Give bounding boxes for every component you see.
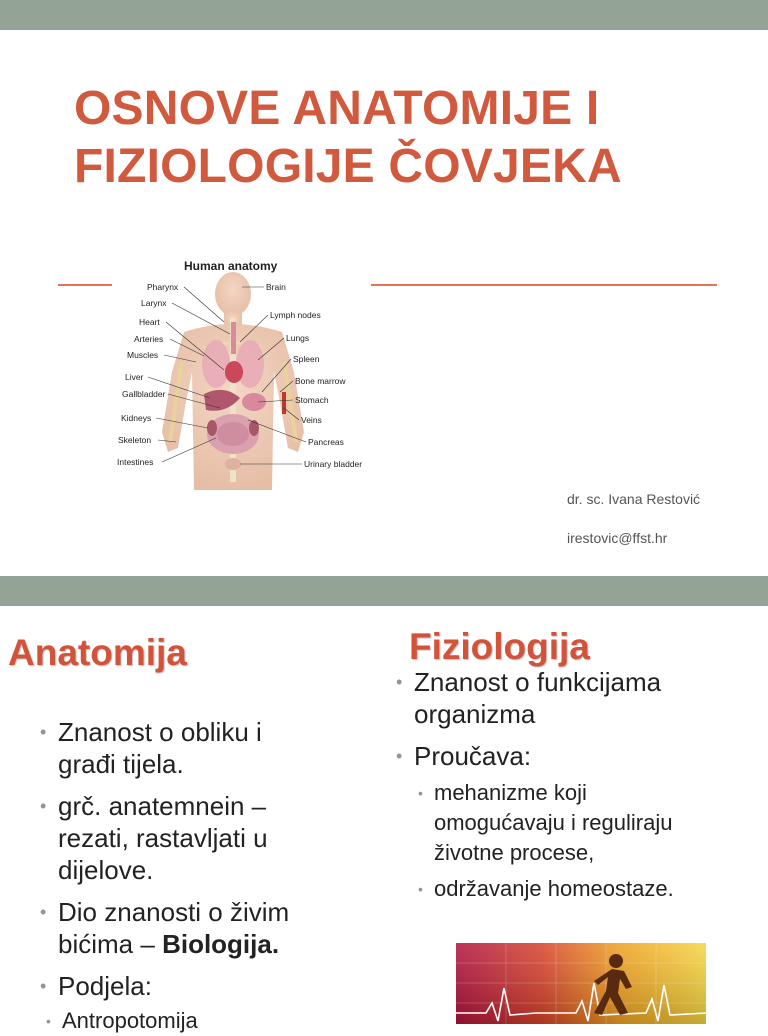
bullet-dot: •: [418, 881, 423, 897]
list-item: • Znanost o obliku i građi tijela.: [40, 717, 262, 779]
human-anatomy-diagram: [112, 252, 370, 490]
author-surname: Restović: [646, 491, 701, 507]
label-gallbladder: Gallbladder: [122, 389, 166, 399]
label-brain: Brain: [266, 282, 286, 292]
label-heart: Heart: [139, 317, 160, 327]
list-item: • Dio znanosti o živim bićima – Biologija.: [40, 897, 290, 959]
title-line-1: OSNOVE ANATOMIJE I: [74, 82, 600, 135]
label-lungs: Lungs: [286, 333, 310, 343]
label-kidneys: Kidneys: [121, 413, 152, 423]
bullet-dot: •: [40, 796, 47, 816]
label-skeleton: Skeleton: [118, 435, 152, 445]
label-bone-marrow: Bone marrow: [295, 376, 346, 386]
list-subitem: • održavanje homeostaze.: [396, 874, 736, 904]
label-arteries: Arteries: [134, 334, 164, 344]
list-subitem: • Antropotomija: [22, 1006, 370, 1036]
heartbeat-runner-image: [456, 943, 706, 1024]
label-larynx: Larynx: [141, 298, 167, 308]
slide-title: [74, 80, 622, 196]
bullet-dot: •: [40, 902, 47, 922]
list-subitem: • mehanizme koji omogućavaju i reguliraju životne procese,: [418, 780, 673, 865]
list-item: • grč. anatemnein – rezati, rastavljati u dijelove.: [40, 791, 268, 885]
label-pancreas: Pancreas: [308, 437, 344, 447]
bullet-dot: •: [418, 785, 423, 801]
title-line-2: FIZIOLOGIJE ČOVJEKA: [74, 140, 622, 193]
anatomy-heading: Anatomija: [8, 632, 187, 673]
label-veins: Veins: [301, 415, 322, 425]
label-muscles: Muscles: [127, 350, 159, 360]
label-spleen: Spleen: [293, 354, 320, 364]
list-item: • Podjela:: [40, 971, 152, 1001]
label-pharynx: Pharynx: [147, 282, 179, 292]
label-stomach: Stomach: [295, 395, 329, 405]
list-item: • Znanost o funkcijama organizma: [396, 667, 662, 729]
bullet-dot: •: [396, 746, 403, 766]
label-urinary-bladder: Urinary bladder: [304, 459, 363, 469]
list-item: • Proučava:: [396, 741, 532, 771]
physiology-heading: Fiziologija: [409, 626, 590, 667]
physiology-list: [396, 666, 736, 904]
author-prefix: dr. sc. Ivana: [567, 491, 643, 507]
bullet-dot: •: [396, 672, 403, 692]
title-rule-left: [58, 284, 112, 286]
author-name: [567, 491, 700, 507]
anatomy-list: [40, 716, 370, 1036]
author-email: irestovic@ffst.hr: [567, 530, 668, 546]
bullet-dot: •: [40, 722, 47, 742]
slide1-top-bar: [0, 0, 768, 30]
bullet-dot: •: [40, 976, 47, 996]
title-rule-right: [371, 284, 717, 286]
label-liver: Liver: [125, 372, 144, 382]
diagram-title: Human anatomy: [184, 259, 278, 273]
bullet-dot: •: [46, 1013, 51, 1029]
slide2-top-bar: [0, 576, 768, 606]
label-lymph-nodes: Lymph nodes: [270, 310, 321, 320]
label-intestines: Intestines: [117, 457, 154, 467]
